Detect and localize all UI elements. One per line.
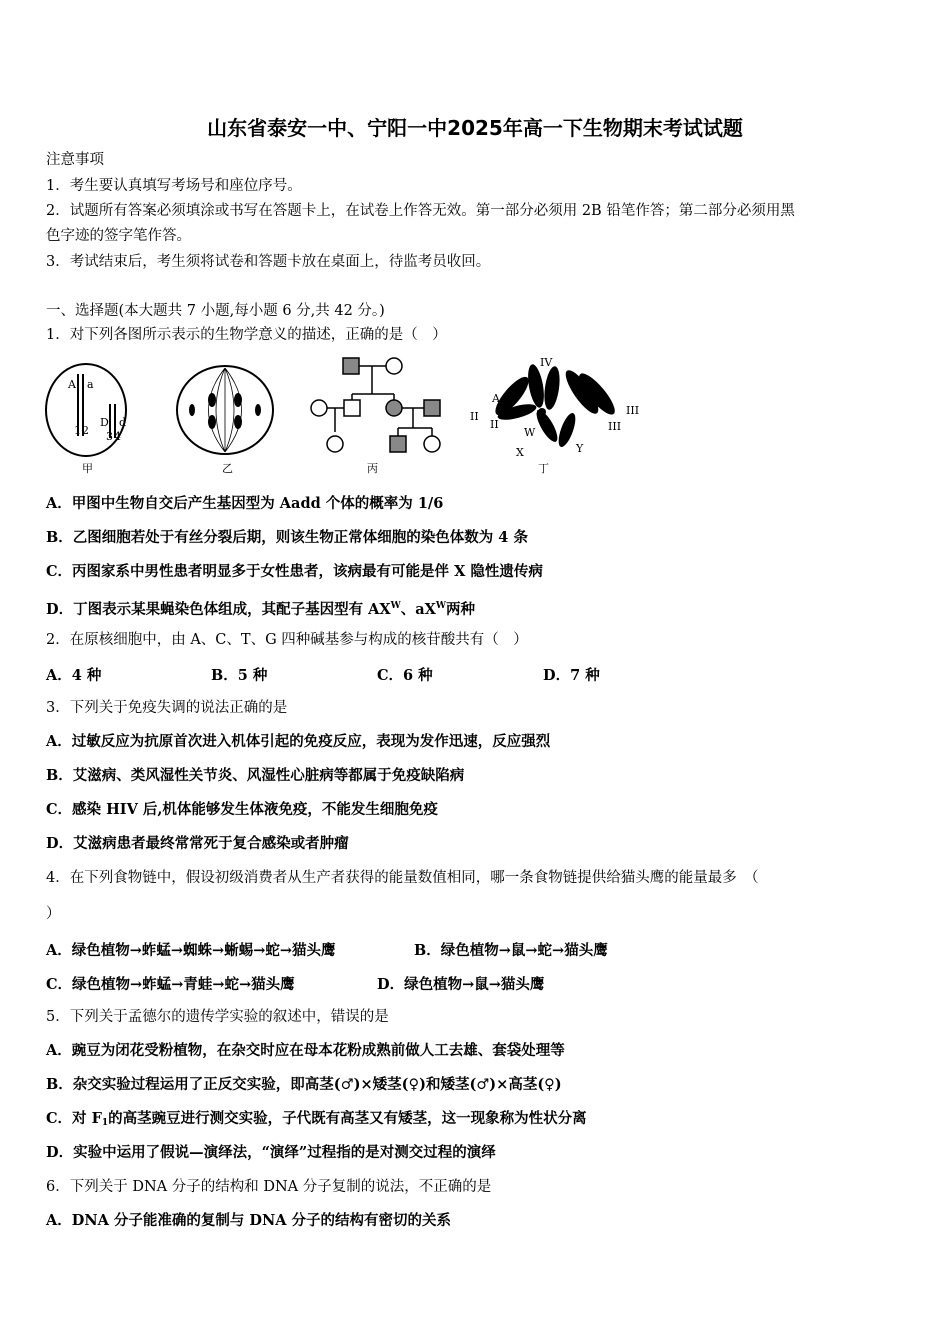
ding-mark-II-1: II bbox=[470, 410, 479, 423]
q5-option-a: A．豌豆为闭花受粉植物，在杂交时应在母本花粉成熟前做人工去雄、套袋处理等 bbox=[46, 1042, 565, 1059]
ding-mark-IV: IV bbox=[540, 356, 553, 369]
ding-mark-W: W bbox=[524, 426, 536, 439]
q5-stem: 5．下列关于孟德尔的遗传学实验的叙述中，错误的是 bbox=[46, 1009, 389, 1025]
q6-option-a: A．DNA 分子能准确的复制与 DNA 分子的结构有密切的关系 bbox=[46, 1212, 452, 1229]
notice-item-3: 3．考试结束后，考生须将试卷和答题卡放在桌面上，待监考员收回。 bbox=[46, 254, 491, 270]
q4-option-b: B．绿色植物→鼠→蛇→猫头鹰 bbox=[414, 942, 608, 959]
ding-mark-A: A bbox=[492, 392, 500, 405]
q3-stem: 3．下列关于免疫失调的说法正确的是 bbox=[46, 700, 288, 716]
ding-mark-Y: Y bbox=[576, 442, 584, 455]
page-title: 山东省泰安一中、宁阳一中2025年高一下生物期末考试试题 bbox=[207, 116, 743, 140]
q1-stem: 1．对下列各图所示表示的生物学意义的描述，正确的是（ ） bbox=[46, 327, 447, 343]
q1-option-d: D．丁图表示某果蝇染色体组成，其配子基因型有 $AX^W$、$aX^W$两种 bbox=[46, 601, 475, 618]
q3-option-c: C．感染 HIV 后,机体能够发生体液免疫，不能发生细胞免疫 bbox=[46, 801, 438, 818]
q2-option-b: B．5 种 bbox=[211, 667, 268, 684]
figure-jia-label: 甲 bbox=[82, 462, 93, 475]
gene-d: d bbox=[119, 416, 127, 429]
gene-A: A bbox=[68, 378, 76, 391]
q2-stem: 2．在原核细胞中，由 A、C、T、G 四种碱基参与构成的核苷酸共有（ ） bbox=[46, 632, 528, 648]
ding-mark-III-1: III bbox=[626, 404, 640, 417]
ding-mark-a: a bbox=[536, 406, 543, 419]
notice-item-1: 1．考生要认真填写考场号和座位序号。 bbox=[46, 178, 302, 194]
chromosome-1: 1 bbox=[74, 424, 81, 437]
q1-option-b: B．乙图细胞若处于有丝分裂后期，则该生物正常体细胞的染色体数为 4 条 bbox=[46, 529, 528, 546]
q1-option-c: C．丙图家系中男性患者明显多于女性患者，该病最有可能是伴 X 隐性遗传病 bbox=[46, 563, 543, 580]
q1-figure bbox=[42, 352, 652, 480]
q4-option-a: A．绿色植物→蚱蜢→蜘蛛→蜥蜴→蛇→猫头鹰 bbox=[46, 942, 336, 959]
q3-option-a: A．过敏反应为抗原首次进入机体引起的免疫反应，表现为发作迅速，反应强烈 bbox=[46, 733, 551, 750]
q5-option-c: C．对 $F_1$的高茎豌豆进行测交实验，子代既有高茎又有矮茎，这一现象称为性状分离 bbox=[46, 1110, 587, 1128]
notice-item-2-cont: 色字迹的签字笔作答。 bbox=[46, 228, 191, 244]
q4-option-c: C．绿色植物→蚱蜢→青蛙→蛇→猫头鹰 bbox=[46, 976, 295, 993]
figure-ding-label: 丁 bbox=[538, 462, 549, 475]
notice-item-2: 2．试题所有答案必须填涂或书写在答题卡上，在试卷上作答无效。第一部分必须用 2B 铅笔作答；第二部分必须用黑 bbox=[46, 203, 795, 219]
chromosome-4: 4 bbox=[114, 430, 121, 443]
gene-D: D bbox=[100, 416, 109, 429]
q4-option-d: D．绿色植物→鼠→猫头鹰 bbox=[377, 976, 545, 993]
gene-a: a bbox=[87, 378, 94, 391]
q4-stem-cont: ） bbox=[46, 906, 61, 922]
chromosome-2: 2 bbox=[82, 424, 89, 437]
notice-heading: 注意事项 bbox=[46, 152, 104, 168]
q5-option-b: B．杂交实验过程运用了正反交实验，即高茎(♂)×矮茎(♀)和矮茎(♂)×高茎(♀) bbox=[46, 1076, 562, 1093]
chromosome-3: 3 bbox=[106, 430, 113, 443]
q5-option-d: D．实验中运用了假说—演绎法，“演绎”过程指的是对测交过程的演绎 bbox=[46, 1144, 496, 1161]
figure-yi-label: 乙 bbox=[222, 462, 233, 475]
figure-bing-label: 丙 bbox=[367, 462, 378, 475]
q1-option-a: A．甲图中生物自交后产生基因型为 Aadd 个体的概率为 1/6 bbox=[46, 495, 444, 512]
q6-stem: 6．下列关于 DNA 分子的结构和 DNA 分子复制的说法，不正确的是 bbox=[46, 1179, 492, 1195]
figure-bing-pedigree bbox=[311, 358, 440, 452]
q2-option-d: D．7 种 bbox=[543, 667, 600, 684]
figure-yi-cell bbox=[177, 366, 273, 475]
ding-mark-III-2: III bbox=[608, 420, 622, 433]
section-heading: 一、选择题(本大题共 7 小题,每小题 6 分,共 42 分。) bbox=[46, 303, 385, 319]
ding-mark-X: X bbox=[516, 446, 524, 459]
ding-mark-II-2: II bbox=[490, 418, 499, 431]
q4-stem: 4．在下列食物链中，假设初级消费者从生产者获得的能量数值相同，哪一条食物链提供给猫头鹰的能量最多 （ bbox=[46, 870, 759, 886]
figure-ding-chromosomes bbox=[470, 356, 639, 475]
q2-option-c: C．6 种 bbox=[377, 667, 433, 684]
q2-option-a: A．4 种 bbox=[46, 667, 102, 684]
q3-option-b: B．艾滋病、类风湿性关节炎、风湿性心脏病等都属于免疫缺陷病 bbox=[46, 767, 465, 784]
figure-jia-cell bbox=[46, 364, 126, 475]
q3-option-d: D．艾滋病患者最终常常死于复合感染或者肿瘤 bbox=[46, 835, 349, 852]
